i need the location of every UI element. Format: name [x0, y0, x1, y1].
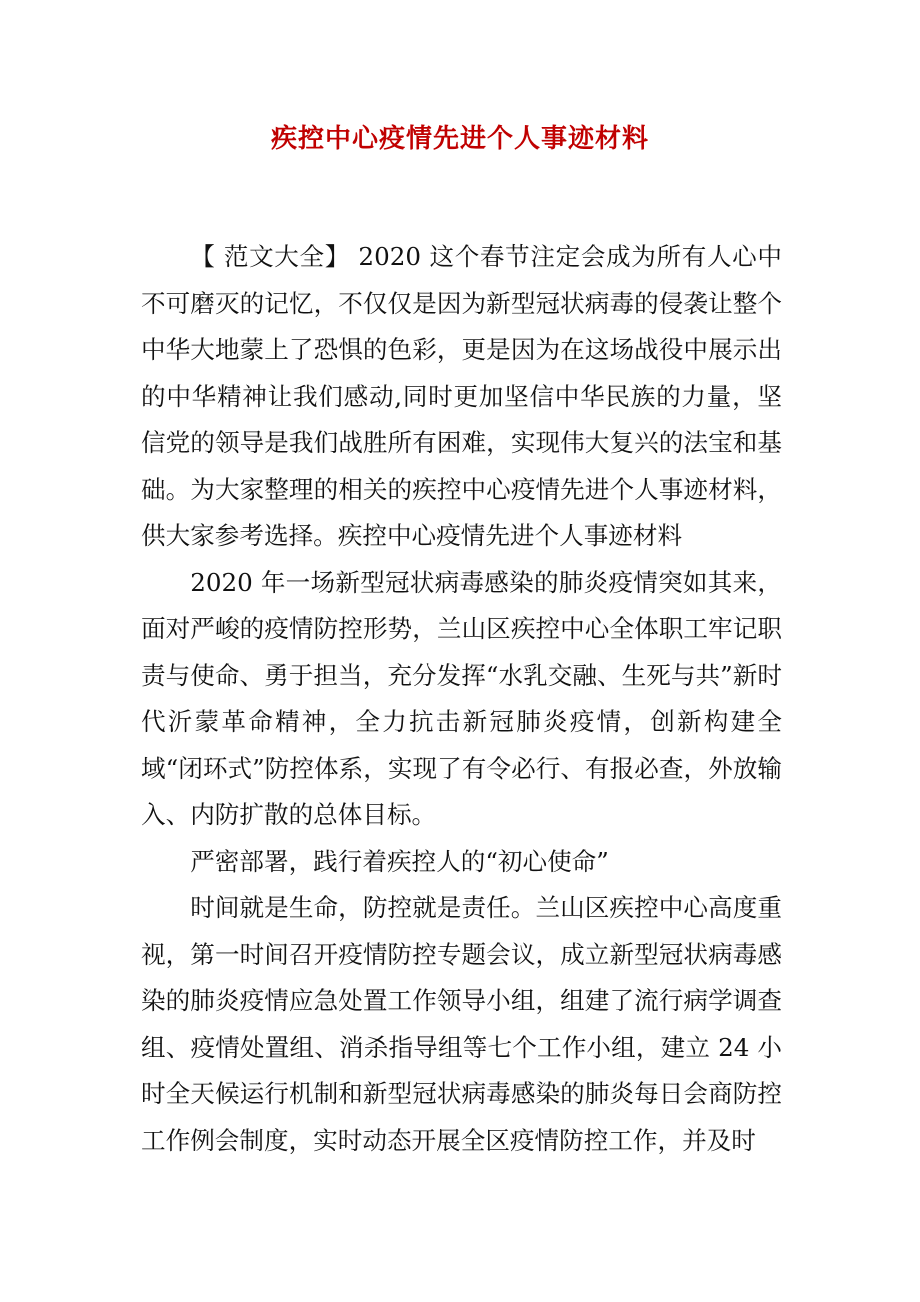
section-heading: 严密部署，践行着疾控人的“初心使命” — [190, 846, 609, 876]
paragraph-intro: 【 范文大全】 2020 这个春节注定会成为所有人心中不可磨灭的记忆，不仅仅是因为新型冠状病毒的侵袭让整个中华大地蒙上了恐惧的色彩，更是因为在这场战役中展示出的中华精神让我们感动,同时更加坚信中华民族的力量，坚信党的领导是我们战胜所有困难，实现伟大复兴的法宝和基础。为大家整理的相关的疾控中心疫情先进个人事迹材料，供大家参考选择。疾控中心疫情先进个人事迹材料 — [141, 242, 782, 550]
paragraph-overview: 2020 年一场新型冠状病毒感染的肺炎疫情突如其来，面对严峻的疫情防控形势，兰山区疾控中心全体职工牢记职责与使命、勇于担当，充分发挥“水乳交融、生死与共”新时代沂蒙革命精神，全力抗击新冠肺炎疫情，创新构建全域“闭环式”防控体系，实现了有令必行、有报必查，外放输入、内防扩散的总体目标。 — [141, 567, 782, 829]
document-title: 疾控中心疫情先进个人事迹材料 — [270, 124, 649, 154]
document-body — [141, 234, 782, 1164]
paragraph-deployment: 时间就是生命，防控就是责任。兰山区疾控中心高度重视，第一时间召开疫情防控专题会议，成立新型冠状病毒感染的肺炎疫情应急处置工作领导小组，组建了流行病学调查组、疫情处置组、消杀指导组等七个工作小组，建立 24 小时全天候运行机制和新型冠状病毒感染的肺炎每日会商防控工作例会制度，实时动态开展全区疫情防控工作，并及时 — [141, 893, 782, 1155]
